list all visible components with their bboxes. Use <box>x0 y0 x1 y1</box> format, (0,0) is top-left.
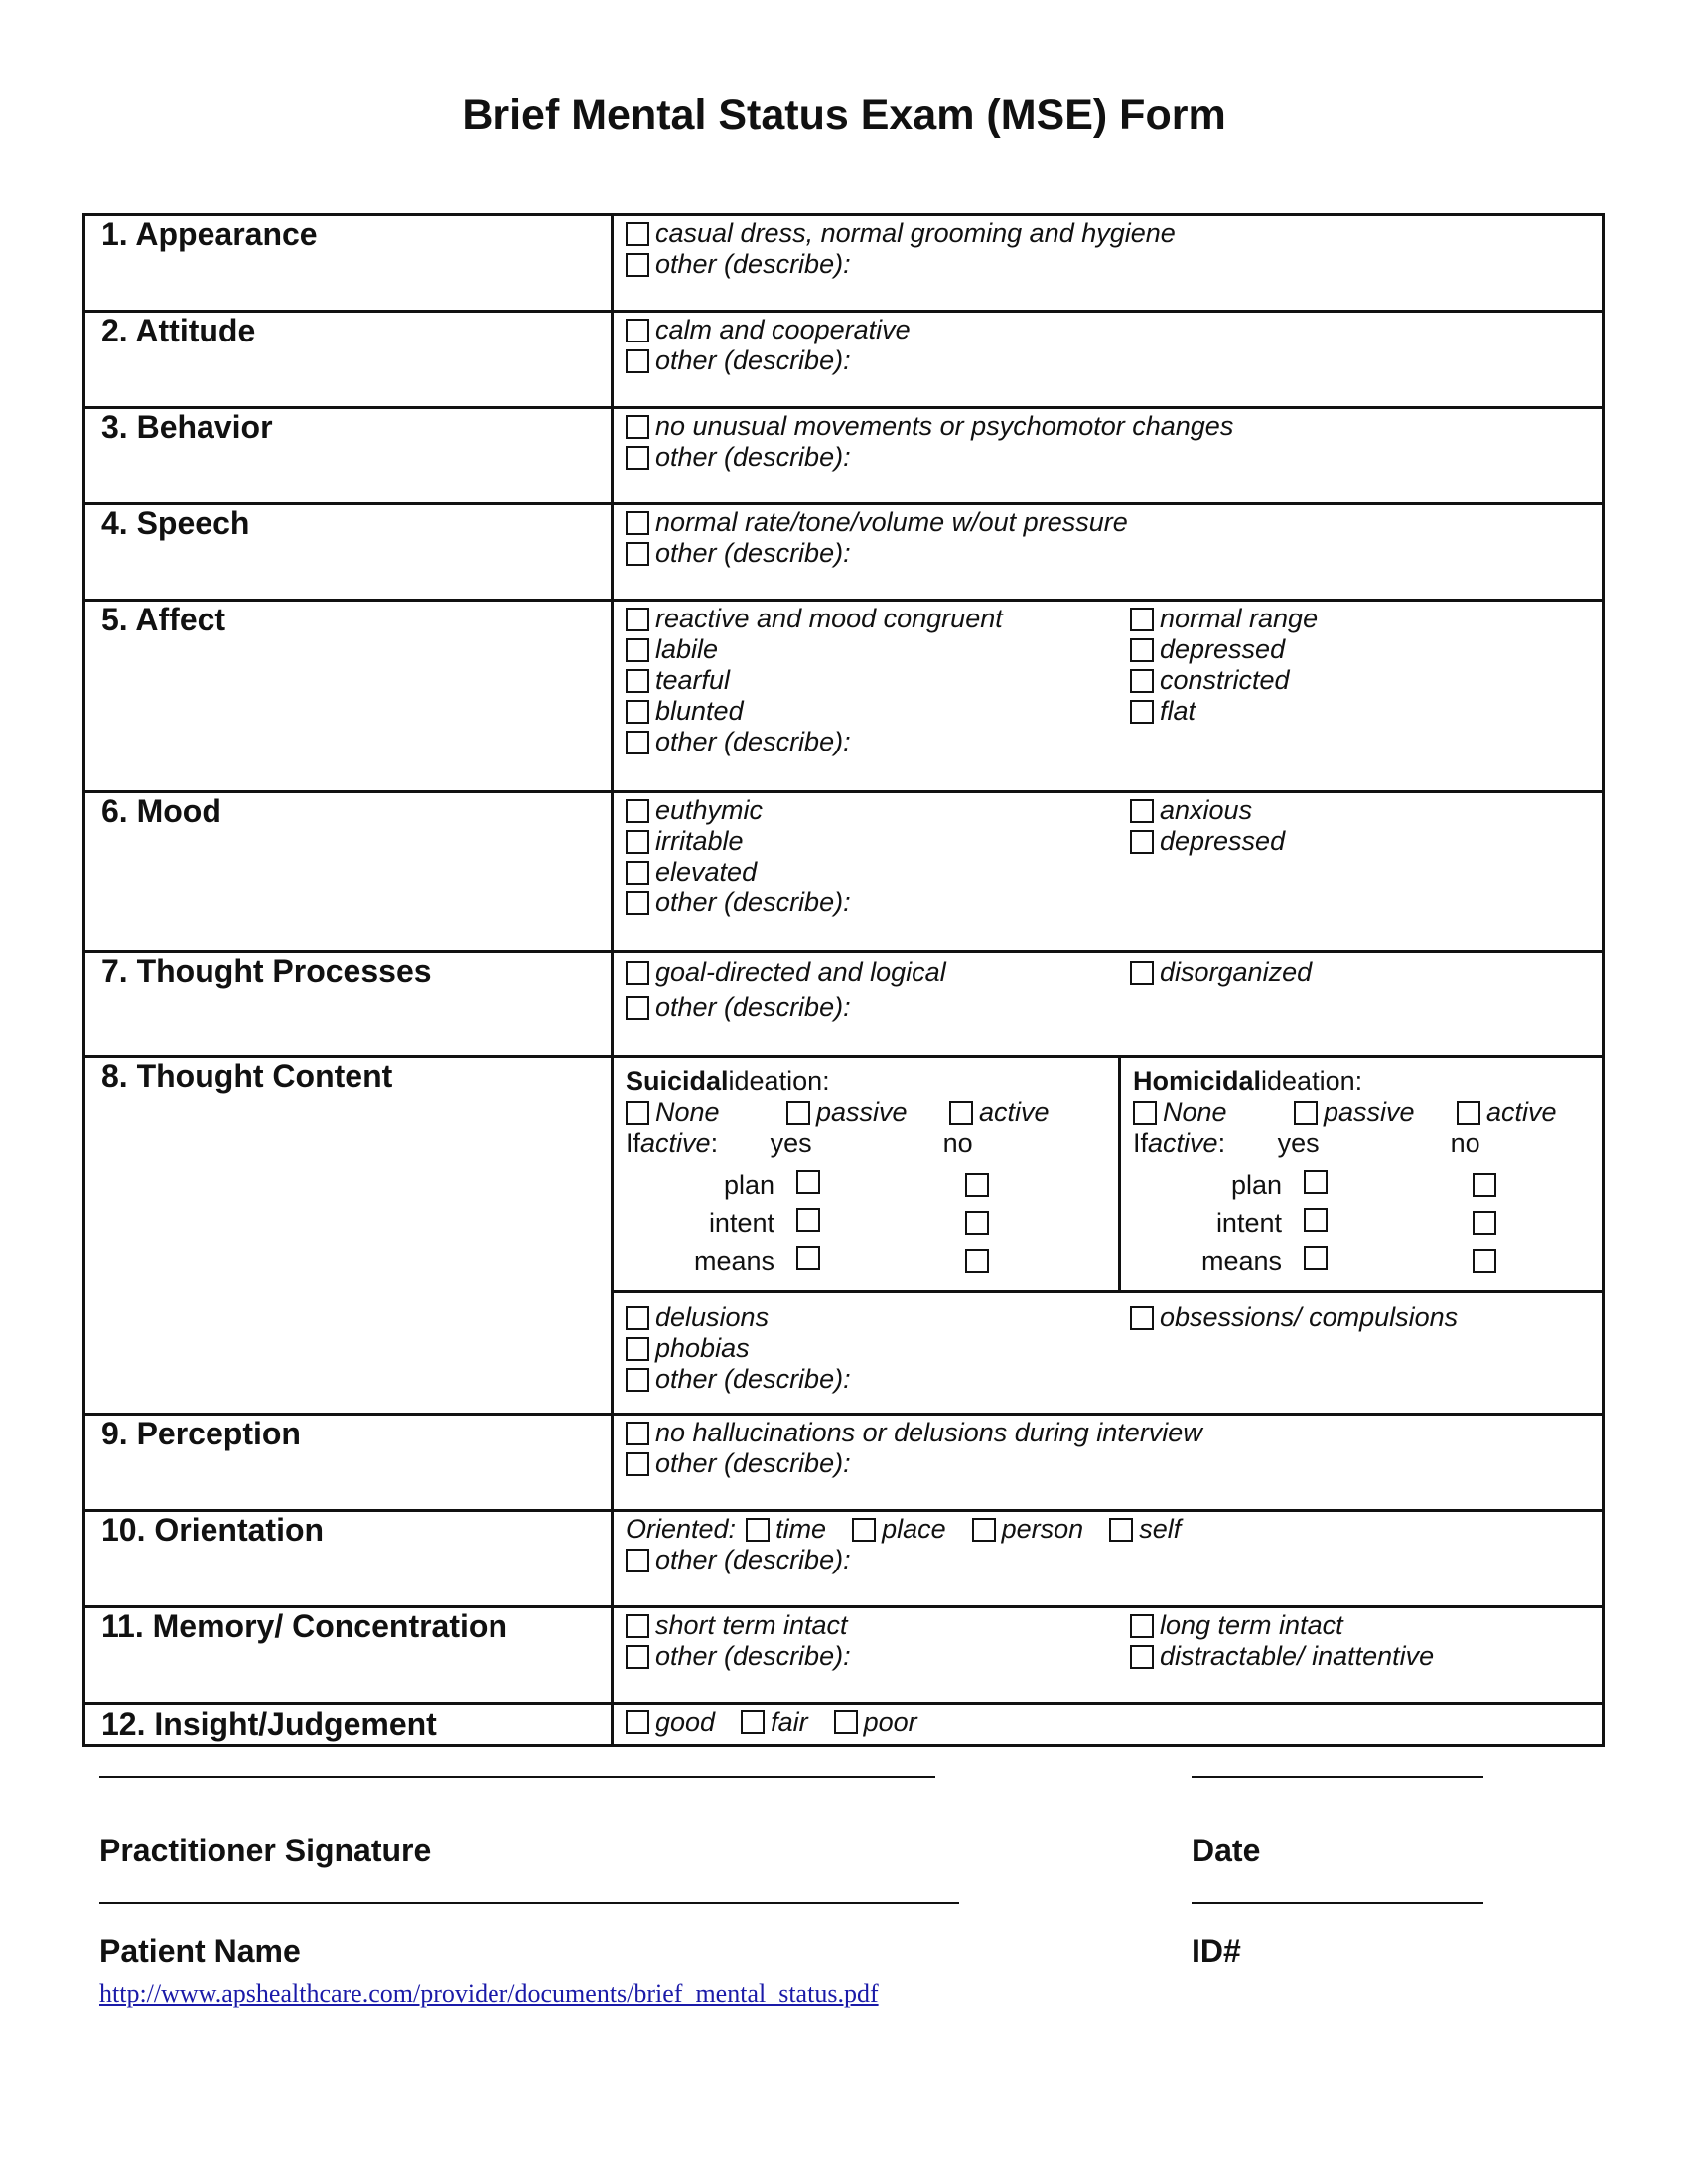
ideation-label: ideation: <box>728 1066 830 1096</box>
suicidal-heading: Suicidal <box>626 1066 729 1096</box>
checkbox[interactable] <box>1304 1246 1328 1270</box>
practitioner-signature-label: Practitioner Signature <box>99 1833 432 1868</box>
checkbox[interactable] <box>626 1337 649 1361</box>
if-label: If <box>626 1128 641 1158</box>
checkbox[interactable] <box>626 1710 649 1734</box>
checkbox[interactable] <box>1130 1645 1154 1669</box>
checkbox[interactable] <box>626 731 649 754</box>
option-label: other (describe): <box>655 538 851 568</box>
affect-options <box>613 601 1604 792</box>
option-label: phobias <box>655 1333 750 1363</box>
option-label: other (describe): <box>655 1448 851 1478</box>
checkbox[interactable] <box>746 1518 770 1542</box>
checkbox[interactable] <box>1457 1101 1480 1125</box>
intent-label: intent <box>1215 1207 1282 1238</box>
checkbox[interactable] <box>626 222 649 246</box>
memory-options <box>613 1607 1604 1704</box>
mse-form-table <box>82 213 1605 1747</box>
patient-name-line[interactable] <box>99 1902 959 1904</box>
checkbox[interactable] <box>626 608 649 631</box>
option-label: elevated <box>655 857 758 887</box>
option-label: active <box>1486 1097 1557 1127</box>
option-label: other (describe): <box>655 442 851 472</box>
checkbox[interactable] <box>626 1452 649 1476</box>
option-label: other (describe): <box>655 992 851 1022</box>
checkbox[interactable] <box>626 861 649 885</box>
signature-line[interactable] <box>99 1776 935 1778</box>
mood-options <box>613 792 1604 952</box>
option-label: time <box>775 1514 827 1544</box>
orientation-options <box>613 1511 1604 1607</box>
checkbox[interactable] <box>1130 700 1154 724</box>
section-label: 3. Behavior <box>84 408 613 504</box>
section-label: 5. Affect <box>84 601 613 792</box>
checkbox[interactable] <box>1130 799 1154 823</box>
checkbox[interactable] <box>796 1208 820 1232</box>
patient-name-label: Patient Name <box>99 1933 301 1969</box>
checkbox[interactable] <box>626 1549 649 1572</box>
option-label: other (describe): <box>655 1545 851 1574</box>
checkbox[interactable] <box>626 1306 649 1330</box>
insight-options <box>613 1704 1604 1746</box>
section-label: 6. Mood <box>84 792 613 952</box>
option-label: disorganized <box>1160 957 1313 987</box>
section-label: 11. Memory/ Concentration <box>84 1607 613 1704</box>
option-label: normal rate/tone/volume w/out pressure <box>655 507 1128 537</box>
option-label: good <box>655 1706 716 1737</box>
ideation-label: ideation: <box>1261 1066 1363 1096</box>
checkbox[interactable] <box>626 319 649 342</box>
thought-processes-options <box>613 952 1604 1057</box>
id-line[interactable] <box>1192 1902 1483 1904</box>
checkbox[interactable] <box>626 961 649 985</box>
checkbox[interactable] <box>626 1614 649 1638</box>
option-label: poor <box>863 1706 917 1737</box>
checkbox[interactable] <box>626 891 649 915</box>
option-label: euthymic <box>655 795 764 825</box>
option-label: flat <box>1160 696 1196 726</box>
checkbox[interactable] <box>626 446 649 470</box>
checkbox[interactable] <box>949 1101 973 1125</box>
checkbox[interactable] <box>1133 1101 1157 1125</box>
oriented-label: Oriented: <box>626 1514 737 1544</box>
if-label: If <box>1133 1128 1149 1158</box>
section-label: 4. Speech <box>84 504 613 601</box>
no-label: no <box>942 1128 973 1158</box>
option-label: active <box>979 1097 1050 1127</box>
option-label: other (describe): <box>655 887 851 917</box>
checkbox[interactable] <box>626 1368 649 1392</box>
option-label: other (describe): <box>655 249 851 279</box>
option-label: normal range <box>1160 604 1319 633</box>
section-label: 8. Thought Content <box>84 1057 613 1415</box>
checkbox[interactable] <box>972 1518 996 1542</box>
yes-label: yes <box>770 1128 812 1158</box>
checkbox[interactable] <box>1130 638 1154 662</box>
means-label: means <box>693 1245 774 1276</box>
checkbox[interactable] <box>626 542 649 566</box>
option-label: short term intact <box>655 1610 848 1640</box>
checkbox[interactable] <box>1130 669 1154 693</box>
date-label: Date <box>1192 1833 1261 1868</box>
checkbox[interactable] <box>1473 1211 1496 1235</box>
checkbox[interactable] <box>796 1246 820 1270</box>
id-label: ID# <box>1192 1933 1241 1969</box>
appearance-options <box>613 215 1604 312</box>
speech-options <box>613 504 1604 601</box>
option-label: passive <box>1324 1097 1415 1127</box>
suicidal-ideation <box>614 1058 1118 1290</box>
checkbox[interactable] <box>626 700 649 724</box>
checkbox[interactable] <box>834 1710 858 1734</box>
option-label: self <box>1139 1514 1182 1544</box>
option-label: constricted <box>1160 665 1290 695</box>
perception-options <box>613 1415 1604 1511</box>
checkbox[interactable] <box>1130 830 1154 854</box>
option-label: depressed <box>1160 634 1286 664</box>
checkbox[interactable] <box>1304 1208 1328 1232</box>
checkbox[interactable] <box>1109 1518 1133 1542</box>
checkbox[interactable] <box>626 415 649 439</box>
option-label: tearful <box>655 665 731 695</box>
no-label: no <box>1450 1128 1480 1158</box>
checkbox[interactable] <box>626 253 649 277</box>
option-label: labile <box>655 634 719 664</box>
yes-label: yes <box>1277 1128 1320 1158</box>
option-label: person <box>1001 1514 1084 1544</box>
thought-content-options <box>613 1057 1604 1415</box>
checkbox[interactable] <box>965 1249 989 1273</box>
option-label: fair <box>771 1706 808 1737</box>
checkbox[interactable] <box>626 349 649 373</box>
checkbox[interactable] <box>626 996 649 1020</box>
colon: : <box>1217 1128 1226 1158</box>
checkbox[interactable] <box>796 1170 820 1194</box>
option-label: other (describe): <box>655 727 851 756</box>
checkbox[interactable] <box>626 638 649 662</box>
section-label: 9. Perception <box>84 1415 613 1511</box>
means-label: means <box>1200 1245 1282 1276</box>
option-label: blunted <box>655 696 744 726</box>
checkbox[interactable] <box>626 1645 649 1669</box>
plan-label: plan <box>1230 1169 1282 1200</box>
checkbox[interactable] <box>1473 1173 1496 1197</box>
section-label: 1. Appearance <box>84 215 613 312</box>
ideation-panel <box>614 1058 1602 1293</box>
checkbox[interactable] <box>1130 1614 1154 1638</box>
if-active-label: active <box>1148 1128 1218 1158</box>
section-label: 2. Attitude <box>84 312 613 408</box>
checkbox[interactable] <box>1294 1101 1318 1125</box>
colon: : <box>710 1128 719 1158</box>
page-title: Brief Mental Status Exam (MSE) Form <box>462 91 1226 139</box>
section-label: 10. Orientation <box>84 1511 613 1607</box>
checkbox[interactable] <box>626 799 649 823</box>
checkbox[interactable] <box>1130 961 1154 985</box>
option-label: calm and cooperative <box>655 315 911 344</box>
checkbox[interactable] <box>626 830 649 854</box>
checkbox[interactable] <box>1473 1249 1496 1273</box>
option-label: irritable <box>655 826 744 856</box>
source-link[interactable]: http://www.apshealthcare.com/provider/documents/brief_mental_status.pdf <box>99 1979 879 2008</box>
section-label: 7. Thought Processes <box>84 952 613 1057</box>
checkbox[interactable] <box>626 511 649 535</box>
checkbox[interactable] <box>786 1101 810 1125</box>
option-label: other (describe): <box>655 1641 851 1671</box>
option-label: goal-directed and logical <box>655 957 946 987</box>
homicidal-ideation <box>1118 1058 1602 1290</box>
option-label: None <box>1163 1097 1227 1127</box>
option-label: obsessions/ compulsions <box>1160 1302 1459 1332</box>
option-label: other (describe): <box>655 1364 851 1394</box>
option-label: reactive and mood congruent <box>655 604 1003 633</box>
checkbox[interactable] <box>626 669 649 693</box>
option-label: depressed <box>1160 826 1286 856</box>
option-label: other (describe): <box>655 345 851 375</box>
option-label: distractable/ inattentive <box>1160 1641 1435 1671</box>
checkbox[interactable] <box>626 1101 649 1125</box>
checkbox[interactable] <box>1130 608 1154 631</box>
checkbox[interactable] <box>1130 1306 1154 1330</box>
homicidal-heading: Homicidal <box>1133 1066 1262 1096</box>
checkbox[interactable] <box>741 1710 765 1734</box>
date-line[interactable] <box>1192 1776 1483 1778</box>
behavior-options <box>613 408 1604 504</box>
checkbox[interactable] <box>1304 1170 1328 1194</box>
checkbox[interactable] <box>965 1211 989 1235</box>
checkbox[interactable] <box>852 1518 876 1542</box>
option-label: casual dress, normal grooming and hygiene <box>655 218 1176 248</box>
checkbox[interactable] <box>626 1422 649 1445</box>
plan-label: plan <box>723 1169 774 1200</box>
option-label: place <box>882 1514 946 1544</box>
attitude-options <box>613 312 1604 408</box>
checkbox[interactable] <box>965 1173 989 1197</box>
option-label: None <box>655 1097 720 1127</box>
section-label: 12. Insight/Judgement <box>84 1704 613 1746</box>
intent-label: intent <box>708 1207 774 1238</box>
option-label: no unusual movements or psychomotor changes <box>655 411 1234 441</box>
option-label: passive <box>816 1097 908 1127</box>
option-label: delusions <box>655 1302 770 1332</box>
option-label: anxious <box>1160 795 1253 825</box>
if-active-label: active <box>640 1128 711 1158</box>
option-label: no hallucinations or delusions during interview <box>655 1418 1202 1447</box>
option-label: long term intact <box>1160 1610 1343 1640</box>
